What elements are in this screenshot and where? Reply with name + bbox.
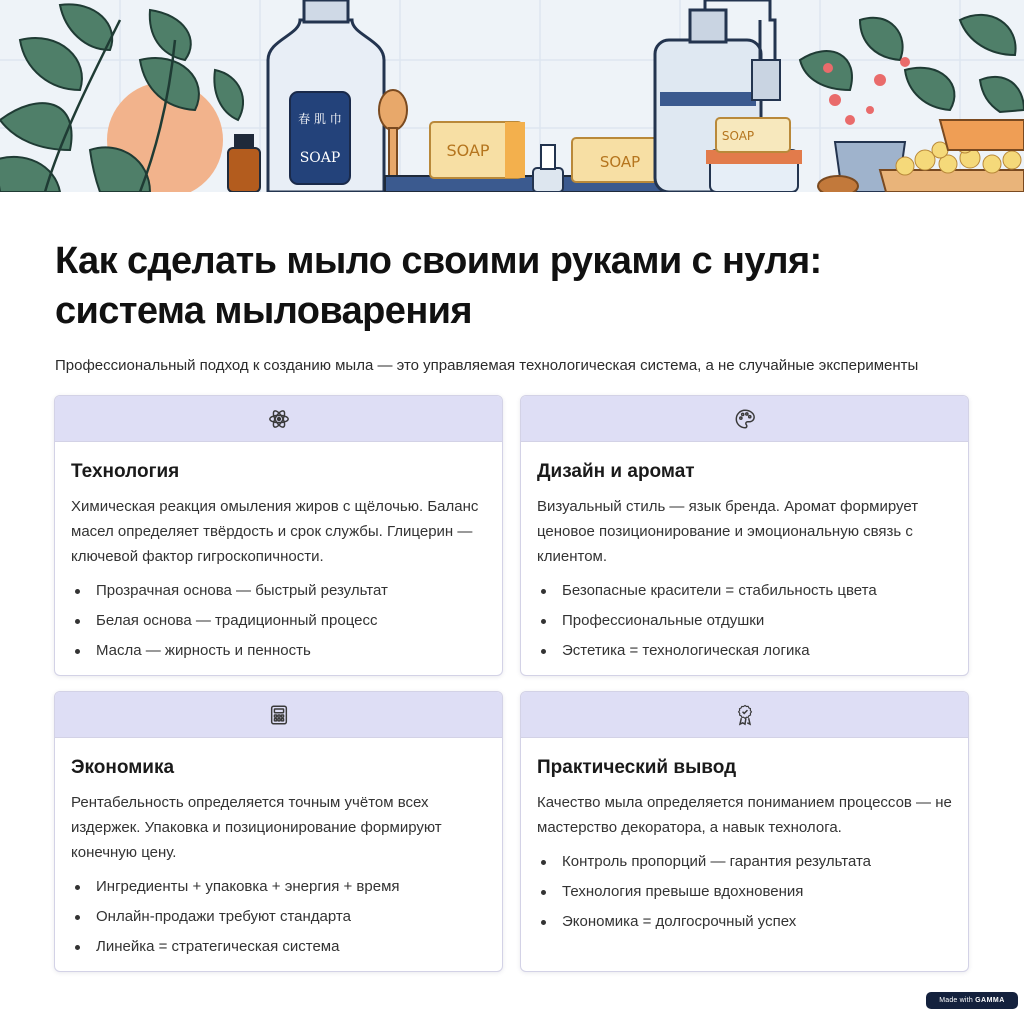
- soap-bar-3-text: SOAP: [721, 129, 755, 143]
- card-description: Химическая реакция омыления жиров с щёлочью. Баланс масел определяет твёрдость и срок службы. Глицерин — ключевой фактор гигроскопичности.: [71, 498, 479, 565]
- card-header: [521, 692, 968, 738]
- page-subtitle: Профессиональный подход к созданию мыла — это управляемая технологическая система, а не случайные эксперименты: [55, 357, 919, 374]
- award-badge-icon: [733, 703, 757, 727]
- card-title: Дизайн и аромат: [537, 461, 695, 482]
- card-bullet-list: [71, 576, 486, 666]
- page-title: [55, 236, 975, 336]
- soap-still-life-illustration: [0, 0, 1024, 192]
- bottle-soap-label: SOAP: [299, 150, 341, 166]
- card-bullet-list: [71, 872, 486, 962]
- made-with-gamma-badge[interactable]: [926, 992, 1018, 1009]
- card-header: [521, 396, 968, 442]
- list-item: Линейка = стратегическая система: [71, 932, 486, 962]
- palette-icon: [733, 407, 757, 431]
- page-title-line-2: система мыловарения: [55, 290, 473, 332]
- list-item: Белая основа — традиционный процесс: [71, 606, 486, 636]
- page-title-line-1: Как сделать мыло своими руками с нуля:: [55, 240, 822, 282]
- card-title: Технология: [71, 461, 180, 482]
- card-bullet-list: [537, 576, 952, 666]
- card-title: Экономика: [71, 757, 175, 778]
- card-description: Рентабельность определяется точным учётом всех издержек. Упаковка и позиционирование формируют конечную цену.: [71, 794, 442, 861]
- list-item: Ингредиенты + упаковка + энергия + время: [71, 872, 486, 902]
- list-item: Профессиональные отдушки: [537, 606, 952, 636]
- gamma-logo-text: GAMMA: [975, 997, 1005, 1004]
- list-item: Технология превыше вдохновения: [537, 877, 952, 907]
- list-item: Эстетика = технологическая логика: [537, 636, 952, 666]
- card-design-aroma: [520, 395, 969, 676]
- soap-bar-3: [716, 118, 790, 152]
- badge-prefix: Made with: [939, 997, 973, 1004]
- list-item: Контроль пропорций — гарантия результата: [537, 847, 952, 877]
- soap-bar-2-text: SOAP: [599, 153, 641, 171]
- list-item: Онлайн-продажи требуют стандарта: [71, 902, 486, 932]
- soap-bar-1-text: SOAP: [446, 141, 490, 160]
- card-technology: [54, 395, 503, 676]
- card-practical-conclusion: [520, 691, 969, 972]
- card-bullet-list: [537, 847, 952, 937]
- card-economics: [54, 691, 503, 972]
- bottle-script-text: 春 肌 巾: [298, 112, 342, 126]
- list-item: Масла — жирность и пенность: [71, 636, 486, 666]
- calculator-icon: [267, 703, 291, 727]
- list-item: Безопасные красители = стабильность цвета: [537, 576, 952, 606]
- hero-illustration: [0, 0, 1024, 192]
- card-header: [55, 396, 502, 442]
- card-description: Качество мыла определяется пониманием процессов — не мастерство декоратора, а навык технолога.: [537, 794, 952, 836]
- atom-icon: [267, 407, 291, 431]
- card-title: Практический вывод: [537, 757, 737, 778]
- card-description: Визуальный стиль — язык бренда. Аромат формирует ценовое позиционирование и эмоциональную связь с клиентом.: [537, 498, 919, 565]
- list-item: Прозрачная основа — быстрый результат: [71, 576, 486, 606]
- soap-bar-2: [572, 138, 658, 182]
- card-header: [55, 692, 502, 738]
- soap-bar-1: [430, 122, 525, 178]
- list-item: Экономика = долгосрочный успех: [537, 907, 952, 937]
